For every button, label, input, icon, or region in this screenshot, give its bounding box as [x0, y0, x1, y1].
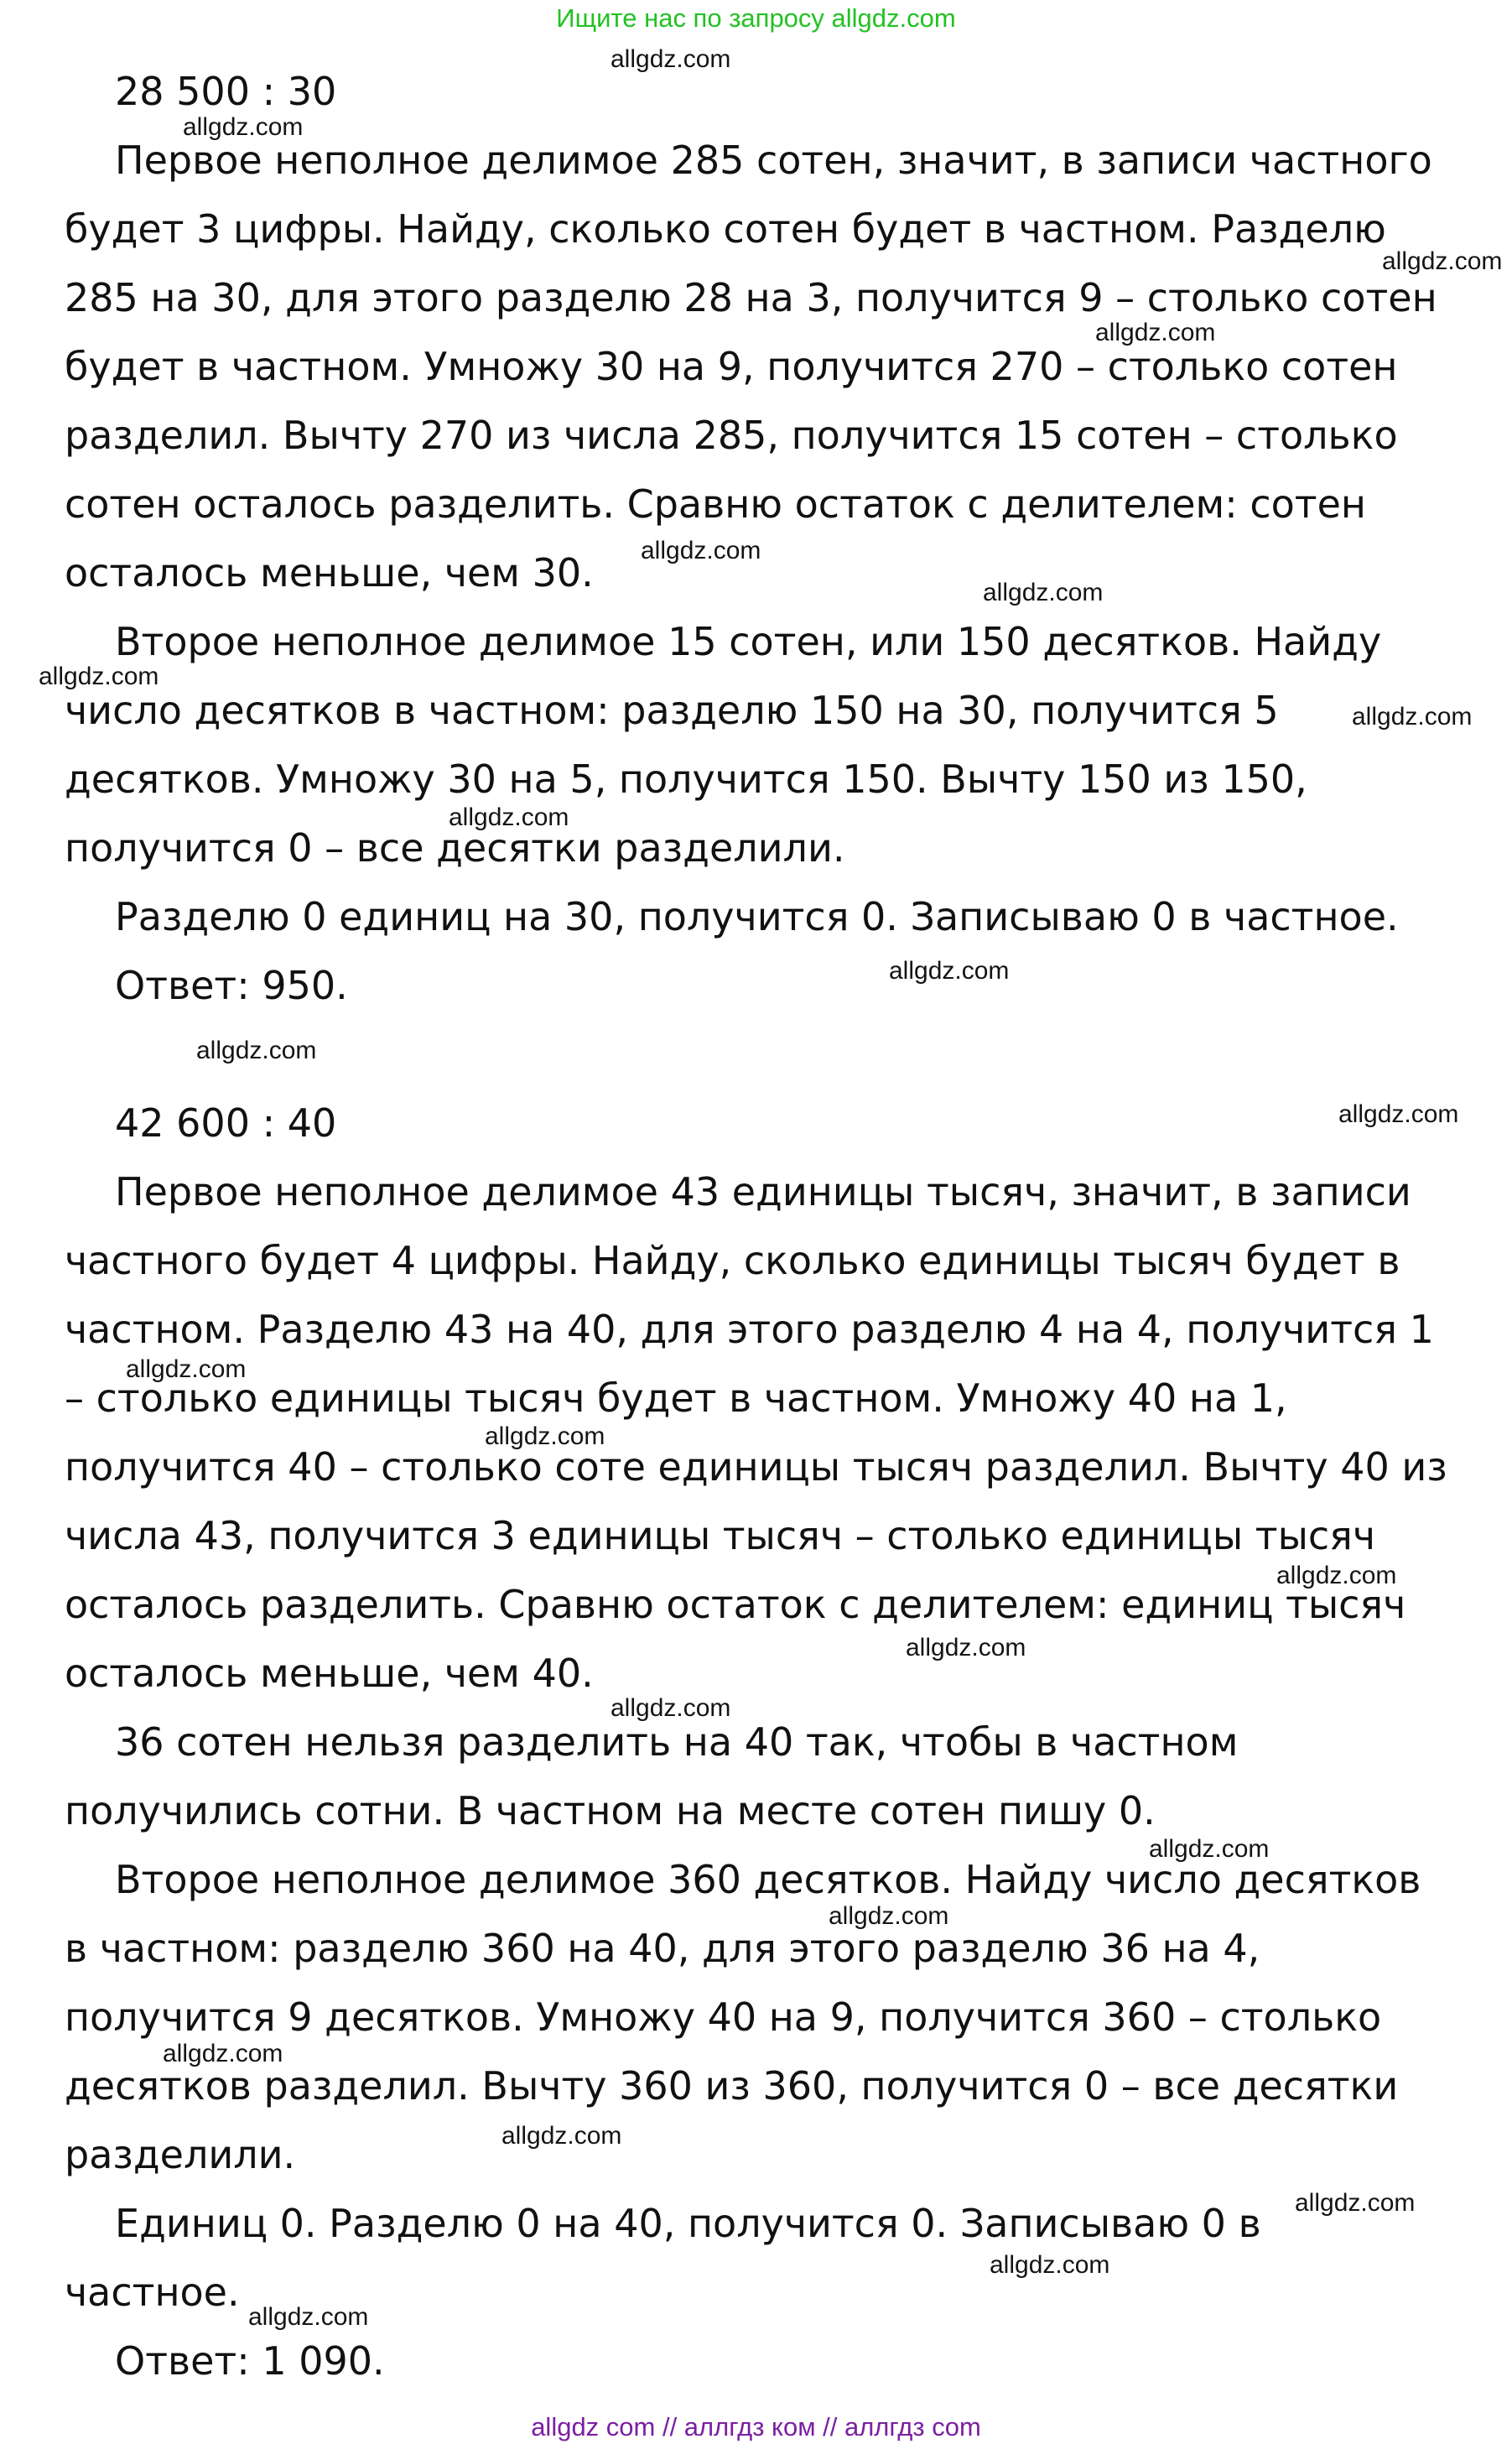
text-line: 285 на 30, для этого разделю 28 на 3, получится 9 – столько сотен [65, 275, 1437, 320]
watermark: allgdz.com [906, 1634, 1026, 1661]
watermark: allgdz.com [1276, 1562, 1397, 1589]
text-line: Разделю 0 единиц на 30, получится 0. Записываю 0 в частное. [115, 894, 1399, 939]
watermark: allgdz.com [39, 663, 159, 690]
text-line: получились сотни. В частном на месте сотен пишу 0. [65, 1788, 1156, 1833]
text-line: Единиц 0. Разделю 0 на 40, получится 0. Записываю 0 в [115, 2201, 1261, 2246]
text-line: Первое неполное делимое 285 сотен, значит, в записи частного [115, 138, 1432, 183]
text-line: в частном: разделю 360 на 40, для этого разделю 36 на 4, [65, 1926, 1260, 1971]
text-line: числа 43, получится 3 единицы тысяч – столько единицы тысяч [65, 1513, 1376, 1558]
watermark: allgdz.com [641, 537, 761, 564]
watermark: allgdz.com [829, 1902, 949, 1930]
text-line: разделил. Вычту 270 из числа 285, получится 15 сотен – столько [65, 413, 1398, 458]
watermark: allgdz.com [983, 579, 1104, 606]
text-line: – столько единицы тысяч будет в частном. Умножу 40 на 1, [65, 1375, 1287, 1421]
watermark: allgdz.com [611, 1694, 731, 1722]
text-line: частного будет 4 цифры. Найду, сколько единицы тысяч будет в [65, 1238, 1400, 1283]
watermark: allgdz.com [1095, 319, 1216, 346]
text-line: получится 40 – столько соте единицы тысяч разделил. Вычту 40 из [65, 1444, 1447, 1490]
watermark: allgdz.com [1338, 1100, 1459, 1128]
watermark: allgdz.com [449, 803, 569, 831]
text-line: Второе неполное делимое 360 десятков. Найду число десятков [115, 1857, 1421, 1902]
text-line: число десятков в частном: разделю 150 на 30, получится 5 [65, 688, 1279, 733]
footer-links[interactable]: allgdz com // аллгдз ком // аллгдз com [531, 2412, 981, 2441]
watermark: allgdz.com [611, 45, 731, 73]
watermark: allgdz.com [1295, 2189, 1416, 2217]
text-line: получится 0 – все десятки разделили. [65, 825, 845, 871]
watermark: allgdz.com [990, 2251, 1110, 2279]
watermark: allgdz.com [163, 2040, 283, 2067]
text-line: Первое неполное делимое 43 единицы тысяч, значит, в записи [115, 1169, 1411, 1214]
top-banner[interactable]: Ищите нас по запросу allgdz.com [556, 3, 956, 33]
text-line: десятков. Умножу 30 на 5, получится 150. Вычту 150 из 150, [65, 757, 1307, 802]
watermark: allgdz.com [183, 113, 304, 141]
expression-2: 42 600 : 40 [115, 1100, 337, 1146]
text-line: частном. Разделю 43 на 40, для этого разделю 4 на 4, получится 1 [65, 1307, 1434, 1352]
watermark: allgdz.com [196, 1037, 317, 1064]
watermark: allgdz.com [501, 2122, 622, 2150]
watermark: allgdz.com [485, 1422, 605, 1450]
watermark: allgdz.com [1352, 703, 1473, 731]
answer-2: Ответ: 1 090. [115, 2338, 385, 2384]
watermark: allgdz.com [248, 2303, 369, 2331]
answer-1: Ответ: 950. [115, 963, 348, 1008]
text-line: частное. [65, 2270, 240, 2315]
text-line: осталось разделить. Сравню остаток с делителем: единиц тысяч [65, 1582, 1406, 1627]
text-line: будет 3 цифры. Найду, сколько сотен будет в частном. Разделю [65, 206, 1386, 252]
text-line: десятков разделил. Вычту 360 из 360, получится 0 – все десятки [65, 2063, 1399, 2109]
text-line: осталось меньше, чем 30. [65, 550, 594, 595]
text-line: получится 9 десятков. Умножу 40 на 9, получится 360 – столько [65, 1994, 1382, 2040]
text-line: Второе неполное делимое 15 сотен, или 150 десятков. Найду [115, 619, 1382, 664]
watermark: allgdz.com [126, 1355, 247, 1383]
watermark: allgdz.com [889, 957, 1010, 985]
watermark: allgdz.com [1382, 247, 1503, 275]
expression-1: 28 500 : 30 [115, 69, 337, 114]
text-line: разделили. [65, 2132, 296, 2177]
text-line: осталось меньше, чем 40. [65, 1651, 594, 1696]
text-line: сотен осталось разделить. Сравню остаток с делителем: сотен [65, 481, 1366, 527]
text-line: 36 сотен нельзя разделить на 40 так, чтобы в частном [115, 1719, 1239, 1765]
text-line: будет в частном. Умножу 30 на 9, получится 270 – столько сотен [65, 344, 1398, 389]
watermark: allgdz.com [1149, 1835, 1270, 1863]
